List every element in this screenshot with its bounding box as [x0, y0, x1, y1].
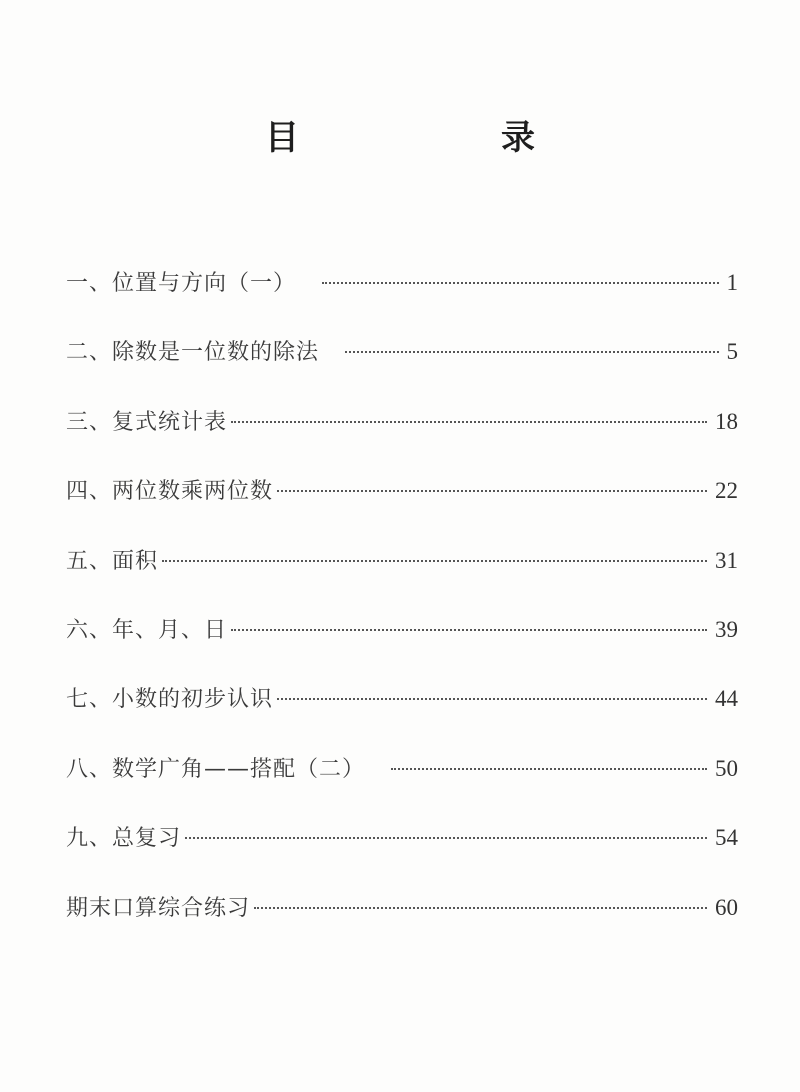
toc-entry-title: 三、复式统计表 — [66, 409, 228, 435]
toc-entry[interactable] — [66, 891, 738, 960]
toc-entry[interactable] — [66, 266, 738, 335]
table-of-contents — [66, 266, 738, 960]
toc-entry-title: 二、除数是一位数的除法 — [66, 340, 320, 366]
dot-leader — [277, 490, 707, 492]
dot-leader — [185, 837, 707, 839]
toc-entry-title: 五、面积 — [66, 548, 159, 574]
toc-entry[interactable] — [66, 682, 738, 751]
toc-entry-title: 一、位置与方向（一） — [66, 271, 297, 296]
toc-entry-page: 60 — [715, 894, 738, 920]
dot-leader — [231, 421, 707, 423]
toc-entry-title: 九、总复习 — [66, 826, 182, 852]
dot-leader — [254, 907, 707, 909]
dot-leader — [231, 629, 707, 631]
toc-entry[interactable] — [66, 752, 738, 821]
toc-entry-page: 22 — [715, 478, 738, 504]
page-title: 目 录 — [265, 118, 619, 158]
toc-entry[interactable] — [66, 405, 738, 474]
toc-entry-page: 5 — [726, 339, 738, 365]
toc-entry-title: 八、数学广角——搭配（二） — [66, 756, 366, 782]
toc-entry-title: 期末口算综合练习 — [66, 895, 251, 921]
toc-entry-page: 54 — [715, 825, 738, 851]
toc-entry-title: 六、年、月、日 — [66, 617, 228, 643]
toc-entry-page: 31 — [715, 547, 738, 573]
dot-leader — [322, 282, 718, 284]
toc-entry[interactable] — [66, 821, 738, 890]
toc-entry-page: 18 — [715, 408, 738, 434]
toc-entry[interactable] — [66, 544, 738, 613]
toc-entry-page: 44 — [715, 686, 738, 712]
toc-entry[interactable] — [66, 613, 738, 682]
dot-leader — [345, 351, 718, 353]
dot-leader — [162, 560, 707, 562]
toc-entry[interactable] — [66, 335, 738, 404]
toc-entry[interactable] — [66, 474, 738, 543]
toc-entry-page: 50 — [715, 755, 738, 781]
toc-entry-title: 四、两位数乘两位数 — [66, 479, 274, 505]
dot-leader — [277, 698, 707, 700]
dot-leader — [391, 768, 707, 770]
toc-entry-page: 39 — [715, 616, 738, 642]
toc-entry-title: 七、小数的初步认识 — [66, 687, 274, 713]
toc-entry-page: 1 — [726, 270, 738, 295]
